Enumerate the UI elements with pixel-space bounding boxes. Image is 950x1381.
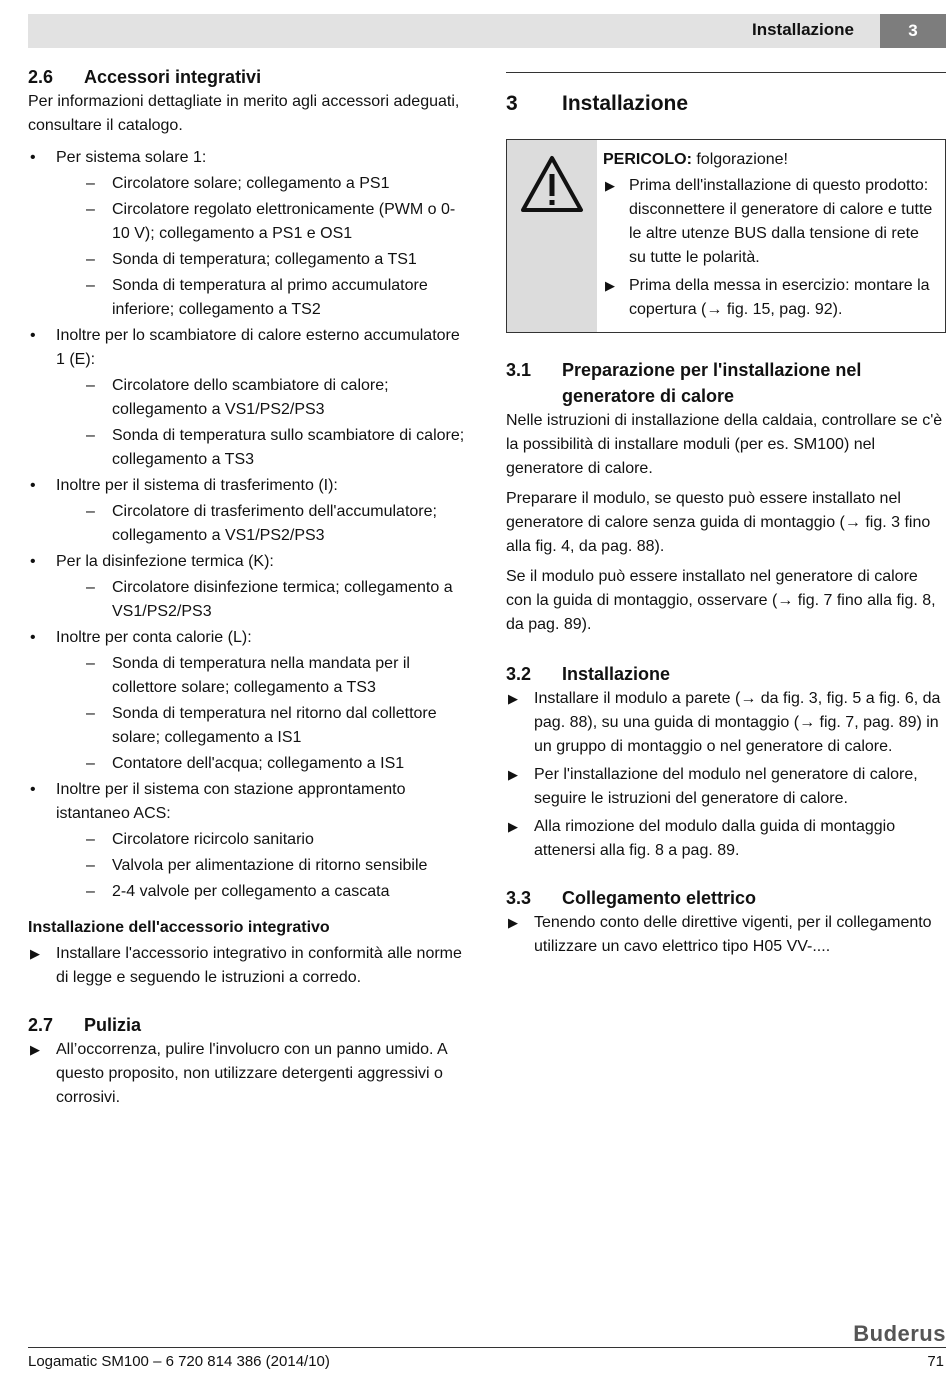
chapter-3-heading: 3 Installazione <box>506 72 946 119</box>
arrow-icon: ▶ <box>30 946 40 961</box>
accessory-group: • Inoltre per lo scambiatore di calore esterno accumulatore 1 (E): – Circolatore dello scambiatore di calore; collegamento a VS1/PS2/PS3 – Sonda di temperatura sullo scambiatore di calore; collegamento a TS3 <box>28 324 470 472</box>
install-step: ▶ Installare il modulo a parete (→ da fig. 3, fig. 5 a fig. 6, da pag. 88), su una guida di montaggio (→ fig. 7, pag. 89) in un gruppo di montaggio o nel generatore di calore. <box>506 687 946 759</box>
list-item: – Circolatore dello scambiatore di calore; collegamento a VS1/PS2/PS3 <box>86 377 389 418</box>
list-item: – Circolatore regolato elettronicamente (PWM o 0-10 V); collegamento a PS1 e OS1 <box>86 201 456 242</box>
paragraph: Preparare il modulo, se questo può essere installato nel generatore di calore senza guida di montaggio (→ fig. 3 fino alla fig. 4, da pag. 88). <box>506 490 931 555</box>
danger-warning-box <box>506 139 946 333</box>
section-2-6-intro: Per informazioni dettagliate in merito agli accessori adeguati, consultare il catalogo. <box>28 93 460 134</box>
section-2-6-heading: 2.6 Accessori integrativi <box>28 67 262 87</box>
list-item: – Contatore dell'acqua; collegamento a IS1 <box>86 755 405 772</box>
install-step: ▶ Per l'installazione del modulo nel generatore di calore, seguire le istruzioni del generatore di calore. <box>506 763 946 811</box>
warning-step: ▶ Prima della messa in esercizio: montare la copertura (→ fig. 15, pag. 92). <box>603 274 939 322</box>
list-item: – 2-4 valvole per collegamento a cascata <box>86 883 390 900</box>
warning-step: ▶ Prima dell'installazione di questo prodotto: disconnettere il generatore di calore e tutte le altre utenze BUS dalla tensione di rete su tutte le polarità. <box>603 174 939 270</box>
arrow-icon: ▶ <box>605 178 615 193</box>
arrow-icon: ▶ <box>508 819 518 834</box>
chapter-number: 3 <box>880 14 946 48</box>
list-item: – Circolatore solare; collegamento a PS1 <box>86 175 390 192</box>
page-number: 71 <box>927 1353 944 1370</box>
install-accessory-heading: Installazione dell'accessorio integrativo <box>28 919 330 936</box>
arrow-icon: ▶ <box>508 767 518 782</box>
warning-text: PERICOLO: folgorazione! ▶ Prima dell'installazione di questo prodotto: disconnettere il generatore di calore e tutte le altre utenze BUS dalla tensione di rete su tutte le polarità. ▶ Prima della messa in esercizio: montare la copertura (→ fig. 15, pag. 92). <box>597 140 945 332</box>
accessory-group: • Inoltre per conta calorie (L): – Sonda di temperatura nella mandata per il collettore solare; collegamento a TS3 – Sonda di temperatura nel ritorno dal collettore solare; collegamento a IS1 – Contatore dell'acqua; collegamento a IS1 <box>28 626 470 776</box>
accessory-group: • Per la disinfezione termica (K): – Circolatore disinfezione termica; collegamento a VS1/PS2/PS3 <box>28 550 470 624</box>
list-item: – Sonda di temperatura nel ritorno dal collettore solare; collegamento a IS1 <box>86 705 437 746</box>
left-column <box>28 64 470 1114</box>
install-accessory-step: ▶ Installare l'accessorio integrativo in conformità alle norme di legge e seguendo le istruzioni a corredo. <box>28 942 470 990</box>
footer-document-info: Logamatic SM100 – 6 720 814 386 (2014/10) <box>28 1353 330 1370</box>
section-3-2-heading: 3.2 Installazione <box>506 664 671 684</box>
list-item: – Circolatore ricircolo sanitario <box>86 831 314 848</box>
arrow-icon: ▶ <box>508 915 518 930</box>
paragraph: Se il modulo può essere installato nel generatore di calore con la guida di montaggio, osservare (→ fig. 7 fino alla fig. 8, da pag. 89). <box>506 568 936 633</box>
list-item: – Circolatore disinfezione termica; collegamento a VS1/PS2/PS3 <box>86 579 453 620</box>
accessory-group: • Per sistema solare 1: – Circolatore solare; collegamento a PS1 – Circolatore regolato elettronicamente (PWM o 0-10 V); collegamento a PS1 e OS1 – Sonda di temperatura; collegamento a TS1 – Sonda di temperatura al primo accumulatore inferiore; collegamento a TS2 <box>28 146 470 322</box>
list-item: – Sonda di temperatura; collegamento a TS1 <box>86 251 417 268</box>
arrow-icon: ▶ <box>605 278 615 293</box>
footer-divider <box>28 1347 946 1348</box>
accessory-group: • Inoltre per il sistema di trasferimento (I): – Circolatore di trasferimento dell'accumulatore; collegamento a VS1/PS2/PS3 <box>28 474 470 548</box>
list-item: – Sonda di temperatura nella mandata per il collettore solare; collegamento a TS3 <box>86 655 410 696</box>
warning-triangle-icon <box>520 154 584 214</box>
cleaning-step: ▶ All’occorrenza, pulire l'involucro con un panno umido. A questo proposito, non utilizzare detergenti aggressivi o corrosivi. <box>28 1038 470 1110</box>
list-item: – Sonda di temperatura sullo scambiatore di calore; collegamento a TS3 <box>86 427 465 468</box>
electrical-step: ▶ Tenendo conto delle direttive vigenti, per il collegamento utilizzare un cavo elettrico tipo H05 VV-.... <box>506 911 946 959</box>
right-column <box>506 72 946 963</box>
warning-label: PERICOLO: <box>603 151 692 168</box>
section-3-1-heading: 3.1 Preparazione per l'installazione nel generatore di calore <box>506 360 862 406</box>
arrow-icon: ▶ <box>508 691 518 706</box>
header-bar <box>28 14 880 48</box>
arrow-icon: ▶ <box>30 1042 40 1057</box>
header-title: Installazione <box>751 20 854 39</box>
brand-logo: Buderus <box>853 1321 946 1346</box>
accessory-list <box>28 146 470 904</box>
list-item: – Valvola per alimentazione di ritorno sensibile <box>86 857 428 874</box>
install-step: ▶ Alla rimozione del modulo dalla guida di montaggio attenersi alla fig. 8 a pag. 89. <box>506 815 946 863</box>
list-item: – Sonda di temperatura al primo accumulatore inferiore; collegamento a TS2 <box>86 277 428 318</box>
section-2-7-heading: 2.7 Pulizia <box>28 1015 142 1035</box>
warning-icon-panel <box>507 140 597 332</box>
accessory-group: • Inoltre per il sistema con stazione approntamento istantaneo ACS: – Circolatore ricircolo sanitario – Valvola per alimentazione di ritorno sensibile – 2-4 valvole per collegamento a cascata <box>28 778 470 904</box>
paragraph: Nelle istruzioni di installazione della caldaia, controllare se c'è la possibilità di installare moduli (per es. SM100) nel generatore di calore. <box>506 412 943 477</box>
list-item: – Circolatore di trasferimento dell'accumulatore; collegamento a VS1/PS2/PS3 <box>86 503 437 544</box>
section-3-3-heading: 3.3 Collegamento elettrico <box>506 888 757 908</box>
